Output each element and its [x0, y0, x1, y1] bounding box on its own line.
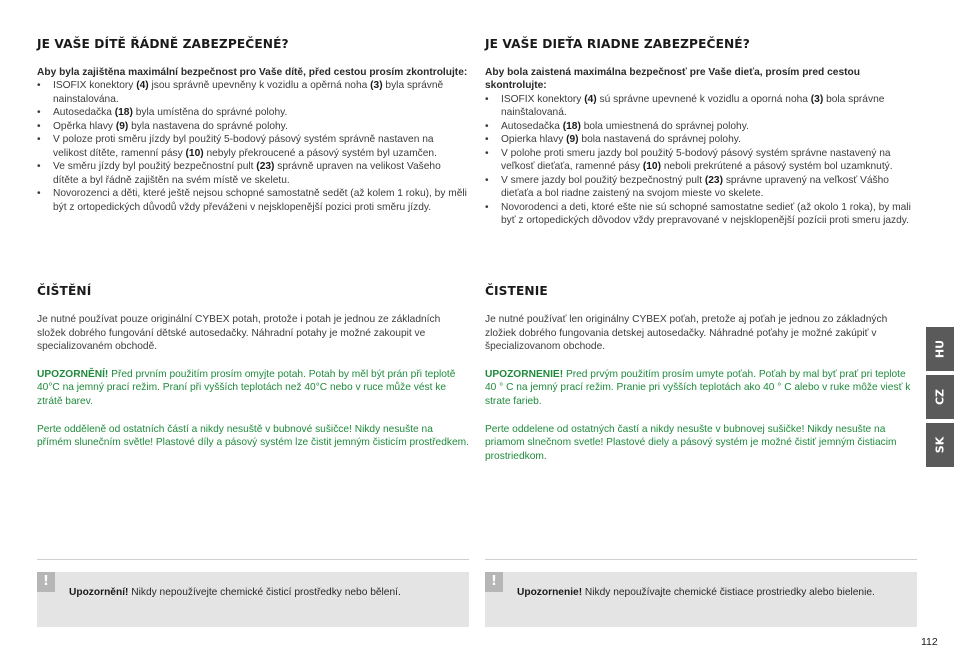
cz-checklist	[37, 79, 469, 214]
list-item: • Opierka hlavy (9) bola nastavená do správnej polohy.	[485, 133, 917, 147]
page-number: 112	[921, 636, 938, 648]
list-item: • Novorodenci a deti, ktoré ešte nie sú schopné samostatne sedieť (až okolo 1 roka), by mali byť z ortopedických dôvodov vždy prepravované v nejsklopenější pozícii proti smeru jazdy.	[485, 201, 917, 228]
list-item: • Opěrka hlavy (9) byla nastavena do správné polohy.	[37, 120, 469, 134]
list-item: • Ve směru jízdy byl použitý bezpečnostní pult (23) správně upraven na velikost Vašeho dítěte a byl řádně zajištěn na svém místě ve skeletu.	[37, 160, 469, 187]
list-item: • Autosedačka (18) byla umístěna do správné polohy.	[37, 106, 469, 120]
warning-icon: !	[485, 572, 503, 592]
cz-safety-heading: JE VAŠE DÍTĚ ŘÁDNĚ ZABEZPEČENÉ?	[37, 37, 289, 51]
sk-warning-text: Upozornenie! Nikdy nepoužívajte chemické čistiace prostriedky alebo bielenie.	[517, 587, 875, 598]
cz-cleaning-warning: UPOZORNĚNÍ! Před prvním použitím prosím omyjte potah. Potah by měl být prán při teplotě 40°C na jemný prací režim. Praní při vyšších teplotách než 40°C nebo v ruce může vést ke ztrátě barev.	[37, 368, 456, 407]
cz-safety-section	[37, 36, 469, 214]
cz-cleaning-section	[37, 283, 469, 450]
sk-cleaning-heading: ČISTENIE	[485, 284, 548, 298]
sk-cleaning-text: Je nutné používať len originálny CYBEX poťah, pretože aj poťah je jednou zo základných zložiek dobrého fungovania detskej autosedačky. Náhradné poťahy je možné zakúpiť v špecializovanom obchode.	[485, 314, 888, 353]
cz-cleaning-heading: ČIŠTĚNÍ	[37, 284, 92, 298]
list-item: • ISOFIX konektory (4) sú správne upevnené k vozidlu a oporná noha (3) bola správne nainštalovaná.	[485, 93, 917, 120]
language-tab-hu[interactable]: HU	[926, 327, 954, 371]
cz-cleaning-drying: Perte odděleně od ostatních částí a nikdy nesuště v bubnové sušičce! Nikdy nesušte na přímém slunečním světle! Plastové díly a pásový systém lze čistit jemným čisticím prostředkem.	[37, 423, 469, 449]
warning-icon: !	[37, 572, 55, 592]
cz-warning-text: Upozornění! Nikdy nepoužívejte chemické čisticí prostředky nebo bělení.	[69, 587, 401, 598]
divider	[37, 559, 469, 560]
sk-warning-box	[485, 572, 917, 627]
sk-cleaning-warning: UPOZORNENIE! Pred prvým použitím prosím umyte poťah. Poťah by mal byť prať pri teplote 40 ° C na jemný prací režim. Pranie pri vyšších teplotách ako 40 ° C alebo v ruke môže viesť k strate farieb.	[485, 368, 911, 407]
divider	[485, 559, 917, 560]
list-item: • V poloze proti směru jízdy byl použitý 5-bodový pásový systém správně nastaven na velikost dítěte, ramenní pásy (10) nebyly překroucené a pásový systém byl uzamčen.	[37, 133, 469, 160]
sk-cleaning-drying: Perte oddelene od ostatných častí a nikdy nesušte v bubnovej sušičke! Nikdy nesušte na priamom slnečnom svetle! Plastové diely a pásový systém je možné čistiť jemným čistiacim prostriedkom.	[485, 423, 897, 462]
cz-cleaning-text: Je nutné používat pouze originální CYBEX potah, protože i potah je jednou ze základních složek dobrého fungování dětské autosedačky. Náhradní potahy je možné zakoupit ve specializovaném obchodě.	[37, 314, 441, 353]
list-item: • Novorozenci a děti, které ještě nejsou schopné samostatně sedět (až kolem 1 roku), by měli být z ortopedických důvodů vždy převáženi v nejsklopenější pozici proti směru jízdy.	[37, 187, 469, 214]
sk-cleaning-section	[485, 283, 917, 463]
language-tab-cz[interactable]: CZ	[926, 375, 954, 419]
sk-safety-intro: Aby bola zaistená maximálna bezpečnosť pre Vaše dieťa, prosím pred cestou skontrolujte:	[485, 67, 860, 92]
sk-safety-section	[485, 36, 917, 228]
language-tab-sk[interactable]: SK	[926, 423, 954, 467]
sk-checklist	[485, 93, 917, 228]
cz-warning-box	[37, 572, 469, 627]
list-item: • V smere jazdy bol použitý bezpečnostný pult (23) správne upravený na veľkosť Vášho dieťaťa a bol riadne zaistený na svojom mieste vo skelete.	[485, 174, 917, 201]
sk-safety-heading: JE VAŠE DIEŤA RIADNE ZABEZPEČENÉ?	[485, 37, 750, 51]
list-item: • V polohe proti smeru jazdy bol použitý 5-bodový pásový systém správne nastavený na veľkosť dieťaťa, ramenné pásy (10) neboli prekrútené a pásový systém bol uzamknutý.	[485, 147, 917, 174]
cz-safety-intro: Aby byla zajištěna maximální bezpečnost pro Vaše dítě, před cestou prosím zkontrolujte:	[37, 67, 468, 78]
list-item: • Autosedačka (18) bola umiestnená do správnej polohy.	[485, 120, 917, 134]
list-item: • ISOFIX konektory (4) jsou správně upevněny k vozidlu a opěrná noha (3) byla správně nainstalována.	[37, 79, 469, 106]
